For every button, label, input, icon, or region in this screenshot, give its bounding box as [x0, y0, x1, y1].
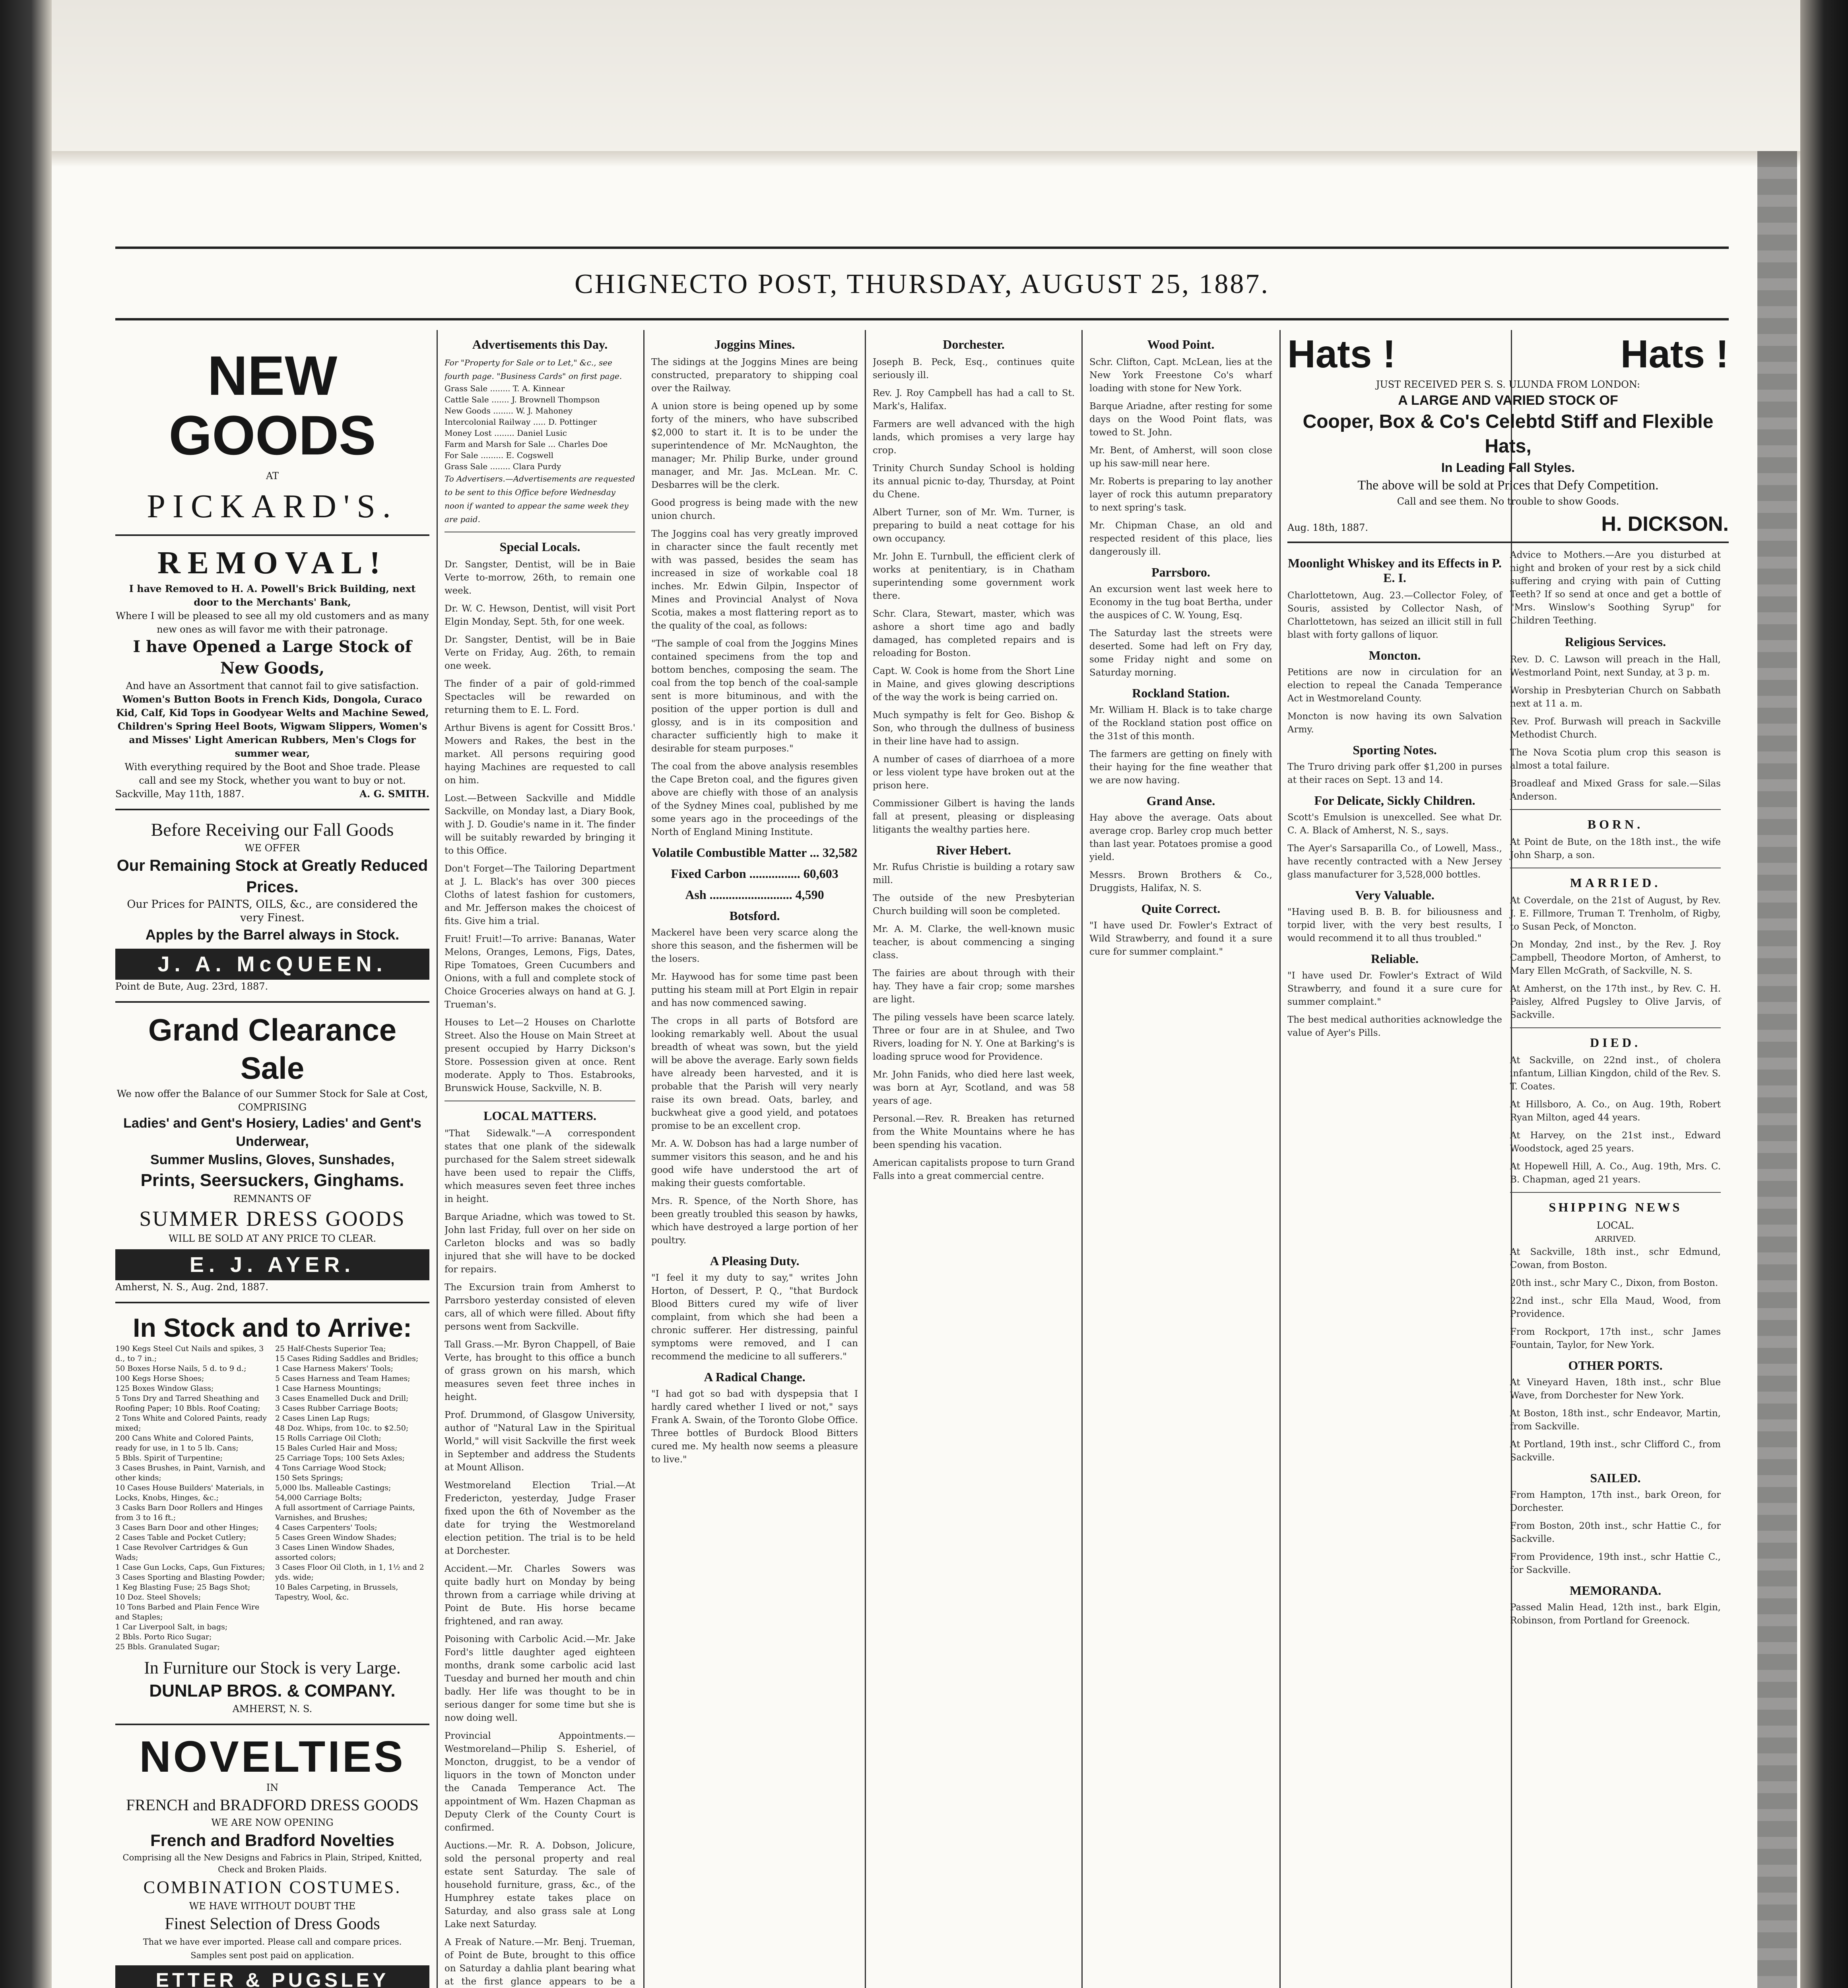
masthead-rule-top — [115, 247, 1729, 249]
news-paragraph: The farmers are getting on finely with their haying for the fine weather that we are now having. — [1089, 749, 1272, 786]
ad-date: Point de Bute, Aug. 23rd, 1887. — [115, 981, 268, 992]
section-title: Advertisements this Day. — [472, 337, 608, 351]
news-paragraph: Mr. Haywood has for some time past been putting his steam mill at Port Elgin in repair and has now commenced sawing. — [651, 972, 858, 1008]
news-paragraph: Schr. Clara, Stewart, master, which was ashore a short time ago and badly damaged, has completed repairs and is reloading for Boston. — [873, 609, 1075, 658]
stock-item: 150 Sets Springs; — [275, 1474, 343, 1482]
column-6-news — [1287, 549, 1502, 1632]
news-paragraph: Broadleaf and Mixed Grass for sale.—Silas Anderson. — [1510, 779, 1721, 802]
news-paragraph: Personal.—Rev. R. Breaken has returned from the White Mountains where he has been spending his vacation. — [873, 1114, 1075, 1150]
news-paragraph: Good progress is being made with the new union church. — [651, 498, 858, 521]
news-paragraph: Poisoning with Carbolic Acid.—Mr. Jake Ford's little daughter aged eighteen months, drank some carbolic acid last Tuesday and burned her mouth and chin badly. Her life was thought to be in serious danger for some time but she is now doing well. — [445, 1634, 635, 1723]
ad-title: Hats ! — [1287, 332, 1396, 376]
stock-item: 3 Cases Brushes, in Paint, Varnish, and other kinds; — [115, 1464, 266, 1482]
section-title: DIED. — [1590, 1035, 1641, 1050]
stock-item: 1 Case Harness Mountings; — [275, 1384, 381, 1393]
ad-line: That we have ever imported. Please call and compare prices. — [143, 1937, 402, 1947]
ad-line: SUMMER DRESS GOODS — [139, 1207, 406, 1231]
ad-line: Our Prices for PAINTS, OILS, &c., are considered the very Finest. — [127, 898, 418, 924]
news-paragraph: Mr. Chipman Chase, an old and respected resident of this place, lies dangerously ill. — [1089, 520, 1272, 557]
news-paragraph: From Rockport, 17th inst., schr James Fountain, Taylor, for New York. — [1510, 1327, 1721, 1350]
stock-item: 3 Cases Rubber Carriage Boots; — [275, 1404, 398, 1413]
stock-item: 50 Boxes Horse Nails, 5 d. to 9 d.; — [115, 1364, 247, 1373]
ad-line: JUST RECEIVED PER S. S. ULUNDA FROM LONDON: — [1376, 379, 1640, 390]
news-paragraph: At Harvey, on the 21st inst., Edward Woodstock, aged 25 years. — [1510, 1130, 1721, 1154]
section-title: For Delicate, Sickly Children. — [1314, 793, 1475, 808]
column-rule — [1081, 330, 1083, 1988]
stock-item: 5 Cases Harness and Team Hames; — [275, 1374, 410, 1383]
section-title: Dorchester. — [943, 337, 1005, 351]
ad-line: Where I will be pleased to see all my old customers and as many new ones as will favor me with their patronage. — [116, 610, 429, 635]
news-paragraph: Mr. Rufus Christie is building a rotary saw mill. — [873, 862, 1075, 885]
ad-title: NEW GOODS — [169, 344, 376, 466]
ad-date: Sackville, May 11th, 1887. — [115, 788, 245, 800]
column-6-7 — [1287, 330, 1729, 1988]
section-title: River Hebert. — [936, 843, 1011, 857]
page-top-margin — [52, 0, 1800, 167]
ad-sub: WE OFFER — [245, 843, 300, 854]
ad-hats — [1287, 330, 1729, 543]
ad-line: And have an Assortment that cannot fail to give satisfaction. — [126, 680, 419, 691]
section-title: BORN. — [1587, 817, 1644, 831]
news-paragraph: Dr. W. C. Hewson, Dentist, will visit Port Elgin Monday, Sept. 5th, for one week. — [445, 604, 635, 627]
shipping-news — [1510, 1246, 1721, 1627]
news-paragraph: From Hampton, 17th inst., bark Oreon, for Dorchester. — [1510, 1490, 1721, 1513]
ad-removal — [115, 544, 429, 801]
news-paragraph: The Excursion train from Amherst to Parrsboro yesterday consisted of eleven cars, all of which were filled. About fifty persons went from Sackville. — [445, 1282, 635, 1332]
news-paragraph: The fairies are about through with their hay. They have a fair crop; some marshes are light. — [873, 968, 1075, 1005]
stock-item: 1 Car Liverpool Salt, in bags; — [115, 1623, 228, 1631]
stock-item: 4 Tons Carriage Wood Stock; — [275, 1464, 386, 1472]
stock-item: 1 Case Harness Makers' Tools; — [275, 1364, 393, 1373]
sub-title: LOCAL. — [1596, 1220, 1634, 1231]
ad-line: WILL BE SOLD AT ANY PRICE TO CLEAR. — [168, 1233, 377, 1244]
news-paragraph: Provincial Appointments.—Westmoreland—Philip S. Esheriel, of Moncton, druggist, to be a vendor of liquors in the town of Moncton under the Canada Temperance Act. The appointment of Wm. Hazen Chapman as Deputy Clerk of the County Court is confirmed. — [445, 1731, 635, 1833]
news-paragraph: At Coverdale, on the 21st of August, by Rev. J. E. Fillmore, Truman T. Trenholm, of Rigby, to Susan Peck, of Moncton. — [1510, 895, 1721, 932]
news-paragraph: Worship in Presbyterian Church on Sabbath next at 11 a. m. — [1510, 685, 1721, 709]
news-paragraph: 20th inst., schr Mary C., Dixon, from Boston. — [1510, 1278, 1718, 1288]
ad-title: NOVELTIES — [139, 1732, 406, 1781]
ad-sub: IN — [266, 1782, 279, 1793]
ad-line: I have Opened a Large Stock of New Goods, — [133, 637, 412, 678]
column-2-ads-locals — [445, 330, 635, 1988]
section-title: Botsford. — [729, 909, 780, 923]
ads-list — [445, 383, 635, 472]
news-paragraph: Barque Ariadne, which was towed to St. John last Friday, full over on her side on Carleton blocks and was so badly injured that she will have to be docked for repairs. — [445, 1212, 635, 1275]
section-title: Ash .......................... 4,590 — [685, 887, 824, 902]
news-paragraph: Mr. John Fanids, who died here last week, was born at Ayr, Scotland, and was 58 years of age. — [873, 1070, 1075, 1106]
column-3-news — [651, 330, 858, 1988]
ad-title: REMOVAL! — [157, 546, 388, 580]
stock-item: 1 Keg Blasting Fuse; 25 Bags Shot; — [115, 1583, 250, 1592]
ads-note: For "Property for Sale or to Let," &c., see fourth page. "Business Cards" on first page. — [445, 358, 622, 381]
news-paragraph: At Sackville, 18th inst., schr Edmund, Cowan, from Boston. — [1510, 1247, 1721, 1270]
section-title: MEMORANDA. — [1569, 1583, 1662, 1598]
news-paragraph: Scott's Emulsion is unexcelled. See what Dr. C. A. Black of Amherst, N. S., says. — [1287, 812, 1502, 836]
ad-line: Call and see them. No trouble to show Goods. — [1397, 496, 1619, 507]
stock-item: 15 Rolls Carriage Oil Cloth; — [275, 1434, 381, 1442]
news-paragraph: American capitalists propose to turn Grand Falls into a great commercial centre. — [873, 1158, 1075, 1181]
section-title: Joggins Mines. — [714, 337, 795, 351]
ad-title: Grand Clearance Sale — [148, 1012, 397, 1085]
ad-line: With everything required by the Boot and Shoe trade. Please call and see my Stock, whether you want to buy or not. — [124, 761, 420, 786]
ad-line: The above will be sold at Prices that Defy Competition. — [1357, 478, 1659, 493]
ads-list-item: Grass Sale ........ T. A. Kinnear — [445, 384, 565, 393]
news-paragraph: The coal from the above analysis resembles the Cape Breton coal, and the figures given above are chiefly with those of an analysis of the Sydney Mines coal, published by me some years ago in the proceedings of the North of England Mining Institute. — [651, 761, 858, 837]
ad-line: Our Remaining Stock at Greatly Reduced Prices. — [116, 857, 428, 896]
ad-line: Ladies' and Gent's Hosiery, Ladies' and Gent's Underwear, — [123, 1116, 421, 1149]
news-paragraph: Dr. Sangster, Dentist, will be in Baie Verte to-morrow, 26th, to remain one week. — [445, 559, 635, 596]
news-paragraph: Much sympathy is felt for Geo. Bishop & Son, who through the dullness of business in their line have had to assign. — [873, 710, 1075, 747]
section-title: Rockland Station. — [1132, 686, 1230, 700]
ad-line: FRENCH and BRADFORD DRESS GOODS — [126, 1796, 419, 1814]
ad-line: Cooper, Box & Co's Celebtd Stiff and Flexible Hats, — [1303, 411, 1714, 457]
local-matters — [445, 1127, 635, 1988]
ad-new-goods — [115, 346, 429, 526]
stock-item: 10 Tons Barbed and Plain Fence Wire and Staples; — [115, 1603, 260, 1621]
stock-list-right — [275, 1344, 429, 1652]
ad-signature: E. J. AYER. — [115, 1249, 429, 1280]
stock-item: 100 Kegs Horse Shoes; — [115, 1374, 204, 1383]
news-paragraph: A number of cases of diarrhoea of a more or less violent type have broken out at the prison here. — [873, 754, 1075, 791]
died-notices — [1510, 1054, 1721, 1186]
news-paragraph: From Boston, 20th inst., schr Hattie C., for Sackville. — [1510, 1521, 1721, 1544]
news-paragraph: Petitions are now in circulation for an election to repeal the Canada Temperance Act in Westmoreland County. — [1287, 667, 1502, 704]
ad-sub: AT — [266, 470, 279, 481]
scan-edge-right — [1800, 0, 1848, 1988]
news-paragraph: Charlottetown, Aug. 23.—Collector Foley, of Souris, assisted by Collector Nash, of Charlottetown, has seized an illicit still in full blast with forty gallons of liquor. — [1287, 590, 1502, 640]
ad-line: Finest Selection of Dress Goods — [165, 1915, 380, 1933]
news-paragraph: Don't Forget—The Tailoring Department at J. L. Black's has over 300 pieces Cloths of latest fashion for customers, and Mr. Jefferson makes the choicest of fits. Give him a trial. — [445, 864, 635, 926]
section-title: Quite Correct. — [1141, 901, 1221, 916]
news-paragraph: Passed Malin Head, 12th inst., bark Elgin, Robinson, from Portland for Greenock. — [1510, 1602, 1721, 1626]
news-paragraph: Rev. J. Roy Campbell has had a call to St. Mark's, Halifax. — [873, 388, 1075, 412]
ad-signature: A. G. SMITH. — [359, 788, 429, 800]
religious-services — [1510, 653, 1721, 804]
news-paragraph: At Sackville, on 22nd inst., of cholera infantum, Lillian Kingdon, child of the Rev. S. T. Coates. — [1510, 1055, 1721, 1092]
section-title: Grand Anse. — [1146, 794, 1215, 808]
stock-item: 4 Cases Carpenters' Tools; — [275, 1523, 377, 1532]
section-title: Very Valuable. — [1355, 888, 1435, 902]
news-paragraph: The finder of a pair of gold-rimmed Spectacles will be rewarded on returning them to E. L. Ford. — [445, 679, 635, 715]
ad-title: Before Receiving our Fall Goods — [151, 819, 394, 840]
section-title: OTHER PORTS. — [1568, 1358, 1663, 1373]
divider — [115, 1302, 429, 1303]
news-paragraph: Tall Grass.—Mr. Byron Chappell, of Baie Verte, has brought to this office a bunch of grass grown on his marsh, which measures seven feet three inches in height. — [445, 1340, 635, 1402]
stock-item: 3 Cases Sporting and Blasting Powder; — [115, 1573, 265, 1582]
news-paragraph: The piling vessels have been scarce lately. Three or four are in at Shulee, and Two Rivers, loading for N. Y. One at Barking's is loading spruce wood for Providence. — [873, 1012, 1075, 1062]
divider — [115, 809, 429, 810]
botsford-news — [651, 926, 858, 1466]
section-title: A Pleasing Duty. — [710, 1254, 800, 1268]
news-paragraph: "I had got so bad with dyspepsia that I hardly cared whether I lived or not," says Frank A. Swain, of the Toronto Globe Office. Three bottles of Burdock Blood Bitters cured me. My health now seems a pleasure to live." — [651, 1389, 858, 1465]
ads-list-item: Cattle Sale ....... J. Brownell Thompson — [445, 395, 600, 404]
news-paragraph: The outside of the new Presbyterian Church building will soon be completed. — [873, 893, 1075, 916]
masthead: CHIGNECTO POST, THURSDAY, AUGUST 25, 1887. — [575, 269, 1270, 299]
news-paragraph: "That Sidewalk."—A correspondent states that one plank of the sidewalk purchased for the Salem street sidewalk have been used to repair the Cliffs, which measures seven feet three inches in height. — [445, 1128, 635, 1204]
news-paragraph: At Boston, 18th inst., schr Endeavor, Martin, from Sackville. — [1510, 1408, 1721, 1432]
ad-line: I have Removed to H. A. Powell's Brick Building, next door to the Merchants' Bank, — [129, 583, 416, 608]
ad-line: Apples by the Barrel always in Stock. — [145, 926, 400, 943]
stock-item: 5 Tons Dry and Tarred Sheathing and Roofing Paper; 10 Bbls. Roof Coating; — [115, 1394, 260, 1413]
news-paragraph: "The sample of coal from the Joggins Mines contained specimens from the top and bottom benches, composing the seam. The coal from the top bench of the coal-sample sent is more bituminous, and with the position of the upper portion is dull and glossy, and is in its composition and character sufficiently high to make it desirable for steam purposes." — [651, 639, 858, 754]
stock-list-left — [115, 1344, 270, 1652]
column-rule — [865, 330, 866, 1988]
stock-item: 2 Tons White and Colored Paints, ready mixed; — [115, 1414, 267, 1433]
stock-item: 10 Doz. Steel Shovels; — [115, 1593, 201, 1602]
news-paragraph: At Hillsboro, A. Co., on Aug. 19th, Robert Ryan Milton, aged 44 years. — [1510, 1099, 1721, 1123]
news-paragraph: "Having used B. B. B. for biliousness and torpid liver, with the very best results, I would recommend it to all thus troubled." — [1287, 907, 1502, 944]
news-paragraph: "I have used Dr. Fowler's Extract of Wild Strawberry, and found it a sure cure for summer complaint." — [1287, 971, 1502, 1007]
scan-edge-left — [0, 0, 52, 1988]
divider — [115, 1724, 429, 1725]
news-paragraph: Commissioner Gilbert is having the lands fall at present, pleasing or displeasing litigants the wealthy parties here. — [873, 798, 1075, 835]
news-paragraph: Rev. Prof. Burwash will preach in Sackville Methodist Church. — [1510, 716, 1721, 740]
stock-item: 3 Casks Barn Door Rollers and Hinges from 3 to 16 ft.; — [115, 1503, 263, 1522]
divider — [115, 534, 429, 536]
ad-line: Summer Muslins, Gloves, Sunshades, — [150, 1152, 395, 1167]
section-title: Reliable. — [1371, 951, 1419, 966]
ads-list-item: Grass Sale ........ Clara Purdy — [445, 462, 561, 471]
column-rule — [643, 330, 644, 1988]
news-paragraph: Mr. A. W. Dobson has had a large number of summer visitors this season, and he and his good wife have understood the art of making their guests comfortable. — [651, 1139, 858, 1188]
section-title: SHIPPING NEWS — [1549, 1200, 1682, 1214]
ad-date: Amherst, N. S., Aug. 2nd, 1887. — [115, 1281, 269, 1293]
news-paragraph: Albert Turner, son of Mr. Wm. Turner, is preparing to build a neat cottage for his own occupancy. — [873, 507, 1075, 544]
news-paragraph: Mr. John E. Turnbull, the efficient clerk of works at penitentiary, is in Chatham superintending some government work there. — [873, 551, 1075, 601]
news-paragraph: Capt. W. Cook is home from the Short Line in Maine, and gives glowing descriptions of the way the work is being carried on. — [873, 666, 1075, 703]
stock-item: 3 Cases Floor Oil Cloth, in 1, 1½ and 2 yds. wide; — [275, 1563, 424, 1582]
ad-grand-clearance — [115, 1011, 429, 1294]
news-paragraph: The best medical authorities acknowledge the value of Ayer's Pills. — [1287, 1015, 1502, 1038]
stock-item: 2 Cases Table and Pocket Cutlery; — [115, 1533, 247, 1542]
section-title: LOCAL MATTERS. — [483, 1109, 596, 1123]
moonlight-news — [1287, 589, 1502, 1040]
special-locals — [445, 558, 635, 1095]
column-7-notices — [1510, 549, 1721, 1632]
ads-list-item: Farm and Marsh for Sale ... Charles Doe — [445, 439, 608, 449]
ads-footer: To Advertisers.—Advertisements are requested to be sent to this Office before Wednesday noon if wanted to appear the same week they are paid. — [445, 474, 635, 524]
news-paragraph: Arthur Bivens is agent for Cossitt Bros.' Mowers and Rakes, the best in the market. All persons requiring good haying Machines are requested to call on him. — [445, 723, 635, 786]
ad-line: Samples sent post paid on application. — [190, 1951, 354, 1960]
stock-item: 200 Cans White and Colored Paints, ready for use, in 1 to 5 lb. Cans; — [115, 1434, 254, 1452]
stock-item: 5 Bbls. Spirit of Turpentine; — [115, 1454, 223, 1462]
stock-item: 15 Bales Curled Hair and Moss; — [275, 1444, 398, 1452]
section-title: Sporting Notes. — [1353, 743, 1437, 757]
stock-item: 48 Doz. Whips, from 10c. to $2.50; — [275, 1424, 409, 1433]
ad-fall-goods — [115, 818, 429, 993]
column-4-news — [873, 330, 1075, 1988]
divider — [1510, 1192, 1721, 1193]
news-paragraph: Dr. Sangster, Dentist, will be in Baie Verte on Friday, Aug. 26th, to remain one week. — [445, 635, 635, 671]
page-fold-shadow — [52, 151, 1800, 167]
news-paragraph: Rev. D. C. Lawson will preach in the Hall, Westmorland Point, next Sunday, at 3 p. m. — [1510, 654, 1721, 678]
stock-item: 190 Kegs Steel Cut Nails and spikes, 3 d., to 7 in.; — [115, 1344, 264, 1363]
news-paragraph: The Ayer's Sarsaparilla Co., of Lowell, Mass., have recently contracted with a New Jersey glass manufacturer for 3,528,000 bottles. — [1287, 843, 1502, 880]
news-paragraph: An excursion went last week here to Economy in the tug boat Bertha, under the auspices of C. W. Young, Esq. — [1089, 584, 1272, 621]
news-paragraph: The crops in all parts of Botsford are looking remarkably well. About the usual breadth of wheat was sown, but the yield will be above the average. Early sown fields have already been harvested, and it is probable that the Parish will very nearly raise its own bread. Oats, barley, and buckwheat give a good yield, and potatoes promise to be an excellent crop. — [651, 1016, 858, 1131]
news-paragraph: "I feel it my duty to say," writes John Horton, of Dessert, P. Q., "that Burdock Blood Bitters cured my wife of liver complaint, from which she had been a chronic sufferer. Her distressing, painful symptoms were removed, and I can recommend the medicine to all sufferers." — [651, 1273, 858, 1362]
news-paragraph: Mr. A. M. Clarke, the well-known music teacher, is about commencing a singing class. — [873, 924, 1075, 961]
stock-item: 5 Cases Green Window Shades; — [275, 1533, 397, 1542]
stock-item: 10 Cases House Builders' Materials, in Locks, Knobs, Hinges, &c.; — [115, 1483, 264, 1502]
ads-list-item: Intercolonial Railway ..... D. Pottinger — [445, 417, 597, 427]
ad-title: PICKARD'S. — [147, 488, 398, 525]
ads-list-item: New Goods ........ W. J. Mahoney — [445, 406, 573, 415]
section-title: Fixed Carbon ................ 60,603 — [671, 866, 839, 881]
column-5-news — [1089, 330, 1272, 1988]
stock-item: 3 Cases Linen Window Shades, assorted colors; — [275, 1543, 395, 1562]
dorchester-news — [873, 356, 1075, 1183]
stock-item: 1 Case Gun Locks, Caps, Gun Fixtures; — [115, 1563, 265, 1572]
news-paragraph: Messrs. Brown Brothers & Co., Druggists, Halifax, N. S. — [1089, 870, 1272, 893]
section-title: Volatile Combustible Matter ... 32,582 — [652, 845, 858, 860]
ad-sub: WE ARE NOW OPENING — [211, 1817, 334, 1828]
news-paragraph: The Nova Scotia plum crop this season is almost a total failure. — [1510, 747, 1721, 771]
ads-list-item: Money Lost ........ Daniel Lusic — [445, 428, 567, 438]
stock-item: 15 Cases Riding Saddles and Bridles; — [275, 1354, 419, 1363]
ad-place: AMHERST, N. S. — [232, 1703, 313, 1714]
woodpoint-news — [1089, 356, 1272, 959]
news-paragraph: "I have used Dr. Fowler's Extract of Wild Strawberry, and found it a sure cure for summer complaint." — [1089, 920, 1272, 957]
divider — [1510, 809, 1721, 810]
ad-line: We now offer the Balance of our Summer Stock for Sale at Cost, COMPRISING — [116, 1088, 428, 1113]
news-paragraph: Farmers are well advanced with the high lands, which promises a very large hay crop. — [873, 419, 1075, 456]
news-paragraph: Schr. Clifton, Capt. McLean, lies at the New York Freestone Co's wharf loading with stone for New York. — [1089, 357, 1272, 394]
news-paragraph: Moncton is now having its own Salvation Army. — [1287, 711, 1502, 735]
news-paragraph: On Monday, 2nd inst., by the Rev. J. Roy Campbell, Theodore Morton, of Amherst, to Mary Ellen McGrath, of Sackville, N. S. — [1510, 940, 1721, 976]
stock-item: 2 Cases Linen Lap Rugs; — [275, 1414, 370, 1423]
section-title: SAILED. — [1590, 1471, 1641, 1485]
news-paragraph: Joseph B. Peck, Esq., continues quite seriously ill. — [873, 357, 1075, 381]
news-paragraph: From Providence, 19th inst., schr Hattie C., for Sackville. — [1510, 1552, 1721, 1575]
ad-line: Comprising all the New Designs and Fabrics in Plain, Striped, Knitted, Check and Broken Plaids. — [122, 1853, 422, 1874]
stock-item: 3 Cases Enamelled Duck and Drill; — [275, 1394, 409, 1403]
ad-in-stock — [115, 1311, 429, 1716]
notice: Advice to Mothers.—Are you disturbed at night and broken of your rest by a sick child suffering and crying with pain of Cutting Teeth? If so send at once and get a bottle of "Mrs. Winslow's Soothing Syrup" for Children Teething. — [1510, 550, 1721, 626]
news-paragraph: Houses to Let—2 Houses on Charlotte Street. Also the House on Main Street at present occupied by Harry Dickson's Store. Possession given at once. Rent moderate. Apply to Thos. Estabrooks, Brunswick House, Sackville, N. B. — [445, 1017, 635, 1093]
news-paragraph: Westmoreland Election Trial.—At Fredericton, yesterday, Judge Fraser fixed upon the 6th of November as the date for trying the Westmoreland election petition. The trial is to be held at Dorchester. — [445, 1480, 635, 1556]
ad-line: Women's Button Boots in French Kids, Dongola, Curaco Kid, Calf, Kid Tops in Goodyear Welts and Machine Sewed, Children's Spring Heel Boots, Wigwam Slippers, Women's and Misses' Light American Rubbers, Men's Clogs for summer wear, — [116, 693, 429, 759]
news-paragraph: Fruit! Fruit!—To arrive: Bananas, Water Melons, Oranges, Lemons, Figs, Dates, Ripe Tomatoes, Green Cucumbers and Onions, with a full and complete stock of Choice Groceries always on hand at G. J. Trueman's. — [445, 934, 635, 1010]
section-title: Wood Point. — [1147, 337, 1215, 351]
news-paragraph: The sidings at the Joggins Mines are being constructed, preparatory to shipping coal over the Railway. — [651, 357, 858, 394]
section-title: A Radical Change. — [704, 1370, 806, 1384]
stock-item: 10 Bales Carpeting, in Brussels, Tapestry, Wool, &c. — [275, 1583, 398, 1602]
joggins-news — [651, 356, 858, 923]
ad-signature: DUNLAP BROS. & COMPANY. — [149, 1681, 396, 1701]
ad-date: Aug. 18th, 1887. — [1287, 522, 1369, 533]
stock-item: 5,000 lbs. Malleable Castings; — [275, 1483, 391, 1492]
ad-line: Prints, Seersuckers, Ginghams. — [140, 1171, 404, 1190]
news-paragraph: A union store is being opened up by some forty of the miners, who have subscribed $2,000 to start it. It is to be under the superintendence of Mr. McNaughton, the manager; Mr. Philip Burke, under ground manager, and Mr. Jas. McLean. Mr. C. Desbarres will be the clerk. — [651, 401, 858, 490]
section-title: Parrsboro. — [1151, 565, 1210, 579]
married-notices — [1510, 894, 1721, 1022]
ad-title: Hats ! — [1620, 332, 1729, 376]
ad-signature: H. DICKSON. — [1601, 513, 1729, 536]
column-rule — [1279, 330, 1281, 1988]
news-paragraph: Mrs. R. Spence, of the North Shore, has been greatly troubled this season by hawks, which have destroyed a large portion of her poultry. — [651, 1196, 858, 1246]
column-rule — [437, 330, 438, 1988]
ad-line: In Leading Fall Styles. — [1441, 460, 1575, 475]
stock-item: 25 Bbls. Granulated Sugar; — [115, 1642, 220, 1651]
stock-item: 2 Bbls. Porto Rico Sugar; — [115, 1633, 212, 1641]
stock-item: 54,000 Carriage Bolts; — [275, 1493, 362, 1502]
ad-title: In Stock and to Arrive: — [133, 1313, 412, 1342]
section-title: MARRIED. — [1570, 876, 1661, 890]
news-paragraph: At Portland, 19th inst., schr Clifford C., from Sackville. — [1510, 1439, 1721, 1463]
stock-item: 125 Boxes Window Glass; — [115, 1384, 214, 1393]
stock-item: 1 Case Revolver Cartridges & Gun Wads; — [115, 1543, 248, 1562]
section-title: Moncton. — [1369, 648, 1421, 662]
margin-bleed — [1757, 151, 1797, 1988]
ad-line: A LARGE AND VARIED STOCK OF — [1398, 393, 1618, 408]
news-paragraph: Mackerel have been very scarce along the shore this season, and the fishermen will be the losers. — [651, 928, 858, 964]
news-paragraph: The Joggins coal has very greatly improved in character since the fault recently met with was passed, besides the seam has increased in size of workable coal 18 inches. Mr. Edwin Gilpin, Inspector of Mines and Provincial Analyst of Nova Scotia, makes a most flattering report as to the quality of the coal, as follows: — [651, 529, 858, 631]
sub-title: ARRIVED. — [1595, 1234, 1636, 1244]
divider — [115, 1001, 429, 1003]
ad-signature: ETTER & PUGSLEY — [115, 1965, 429, 1988]
stock-item: 25 Carriage Tops; 100 Sets Axles; — [275, 1454, 405, 1462]
news-paragraph: A Freak of Nature.—Mr. Benj. Trueman, of Point de Bute, brought to this office on Saturday a dahlia plant bearing what at the first glance appears to be a — [445, 1937, 635, 1987]
news-paragraph: Accident.—Mr. Charles Sowers was quite badly hurt on Monday by being thrown from a carriage while driving at Point de Bute. His horse became frightened, and ran away. — [445, 1564, 635, 1627]
ad-signature: J. A. McQUEEN. — [115, 949, 429, 980]
news-paragraph: Mr. Roberts is preparing to lay another layer of rock this autumn preparatory to next spring's task. — [1089, 476, 1272, 513]
ad-line: In Furniture our Stock is very Large. — [144, 1658, 401, 1677]
stock-item: A full assortment of Carriage Paints, Varnishes, and Brushes; — [275, 1503, 415, 1522]
ad-sub: WE HAVE WITHOUT DOUBT THE — [189, 1901, 356, 1912]
news-paragraph: At Amherst, on the 17th inst., by Rev. C. H. Paisley, Alfred Pugsley to Olive Jarvis, of Sackville. — [1510, 984, 1721, 1020]
ads-list-item: For Sale ......... E. Cogswell — [445, 450, 554, 460]
divider — [1510, 1027, 1721, 1028]
news-paragraph: Mr. Bent, of Amherst, will soon close up his saw-mill near here. — [1089, 445, 1272, 469]
stock-item: 25 Half-Chests Superior Tea; — [275, 1344, 386, 1353]
news-paragraph: Prof. Drummond, of Glasgow University, author of "Natural Law in the Spiritual World," will visit Sackville the first week in September and address the Students at Mount Allison. — [445, 1410, 635, 1473]
section-title: Religious Services. — [1565, 635, 1666, 649]
news-paragraph: Mr. William H. Black is to take charge of the Rockland station post office on the 31st of this month. — [1089, 705, 1272, 742]
section-title: Moonlight Whiskey and its Effects in P. E. I. — [1288, 556, 1502, 585]
news-paragraph: Lost.—Between Sackville and Middle Sackville, on Monday last, a Diary Book, with J. D. Goudie's name in it. The finder will be suitably rewarded by bringing it to this Office. — [445, 793, 635, 856]
news-paragraph: Trinity Church Sunday School is holding its annual picnic to-day, Thursday, at Point du Chene. — [873, 463, 1075, 500]
column-1-ads — [115, 330, 429, 1988]
news-paragraph: At Vineyard Haven, 18th inst., schr Blue Wave, from Dorchester for New York. — [1510, 1377, 1721, 1401]
news-paragraph: Barque Ariadne, after resting for some days on the Wood Point flats, was towed to St. John. — [1089, 401, 1272, 438]
news-paragraph: Auctions.—Mr. R. A. Dobson, Jolicure, sold the personal property and real estate sent Saturday. The sale of household furniture, grass, &c., of the Humphrey estate takes place on Saturday, and also grass sale at Long Lake next Saturday. — [445, 1840, 635, 1930]
news-paragraph: At Hopewell Hill, A. Co., Aug. 19th, Mrs. C. B. Chapman, aged 21 years. — [1510, 1161, 1721, 1185]
stock-item: 3 Cases Barn Door and other Hinges; — [115, 1523, 259, 1532]
ad-line: REMNANTS OF — [233, 1193, 311, 1204]
news-paragraph: Hay above the average. Oats about average crop. Barley crop much better than last year. Potatoes promise a good yield. — [1089, 813, 1272, 862]
news-paragraph: The Truro driving park offer $1,200 in purses at their races on Sept. 13 and 14. — [1287, 762, 1502, 785]
masthead-rule-bottom — [115, 318, 1729, 320]
section-title: Special Locals. — [499, 540, 580, 554]
news-paragraph: The Saturday last the streets were deserted. Some had left on Fry day, some Friday night and some on Saturday morning. — [1089, 628, 1272, 678]
news-paragraph: 22nd inst., schr Ella Maud, Wood, from Providence. — [1510, 1296, 1721, 1319]
ad-line: COMBINATION COSTUMES. — [143, 1877, 402, 1897]
ad-line: French and Bradford Novelties — [150, 1831, 394, 1850]
ad-novelties — [115, 1733, 429, 1988]
born-notice: At Point de Bute, on the 18th inst., the wife John Sharp, a son. — [1510, 837, 1721, 860]
